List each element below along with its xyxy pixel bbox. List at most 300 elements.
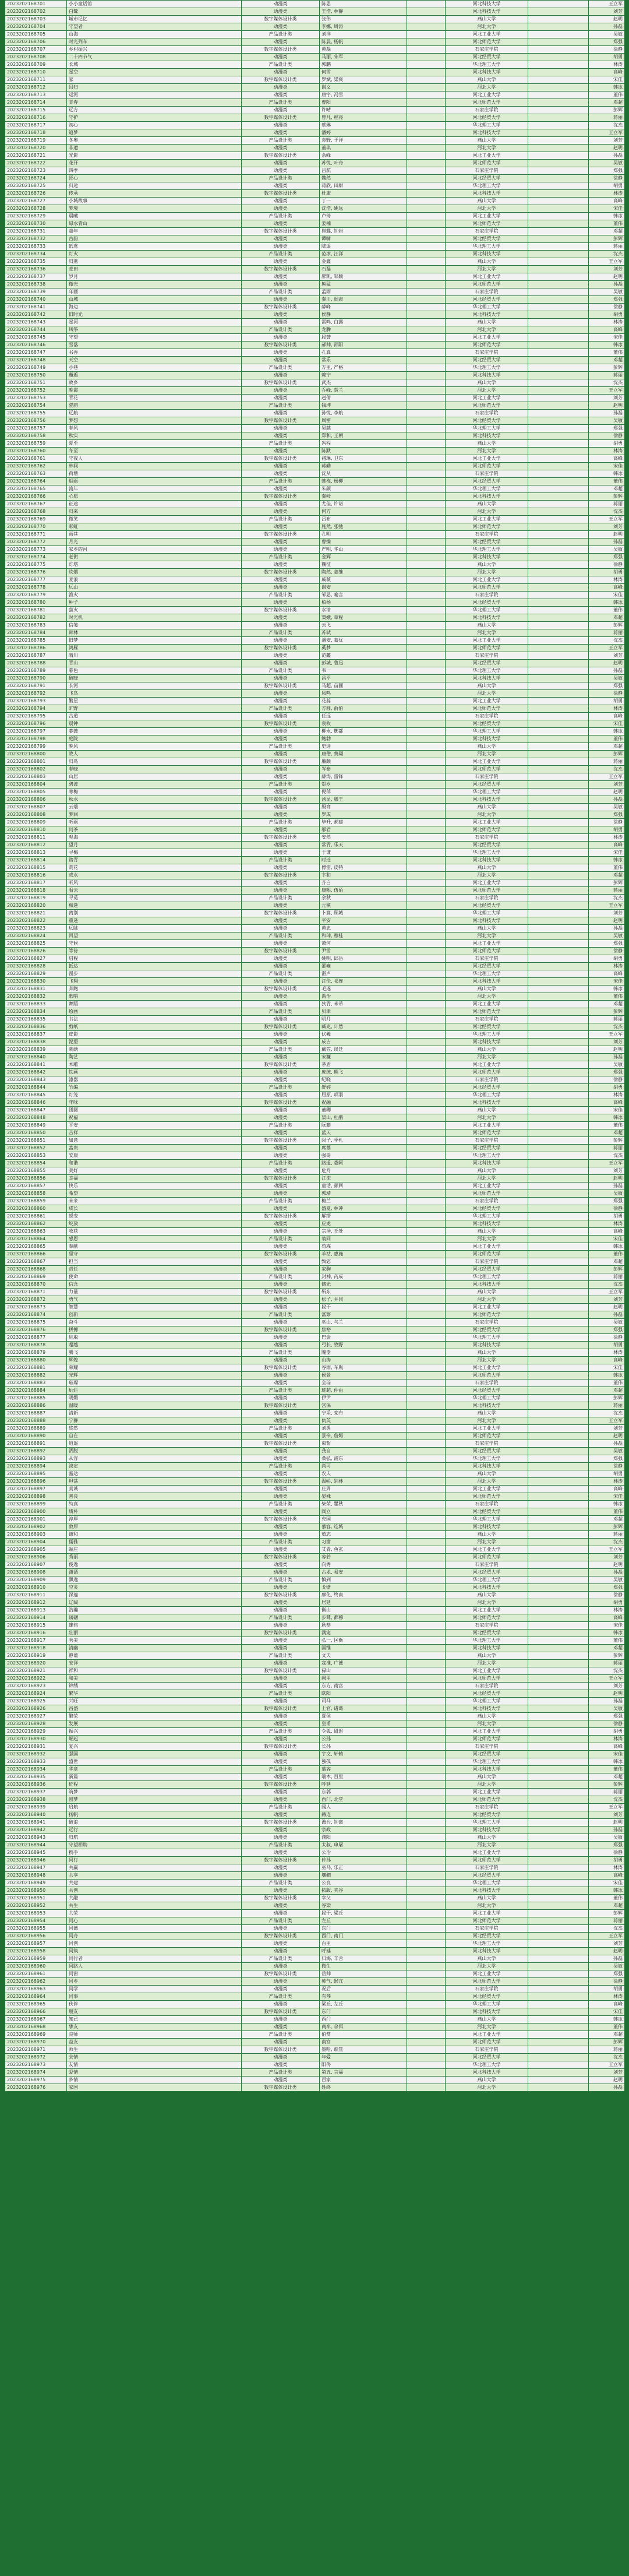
cell-category: 动漫类 (242, 561, 320, 569)
cell-work-title: 质朴 (67, 1508, 242, 1516)
cell-school: 河北师范大学 (446, 1311, 528, 1319)
cell-extra2 (528, 1455, 589, 1463)
table-row (5, 432, 625, 440)
table-row (5, 1773, 625, 1781)
cell-school: 河北工业大学 (446, 1061, 528, 1069)
cell-extra2 (528, 387, 589, 395)
cell-entry-id: 2023202168960 (5, 1963, 67, 1970)
cell-advisor: 吴敏 (589, 1061, 625, 1069)
cell-work-title: 寻梅 (67, 849, 242, 857)
cell-category: 动漫类 (242, 523, 320, 531)
cell-advisor: 沈杰 (589, 1667, 625, 1675)
cell-extra2 (528, 357, 589, 364)
cell-authors: 宋濂 (320, 1054, 407, 1061)
cell-category: 数字媒体设计类 (242, 796, 320, 804)
cell-work-title: 故乡 (67, 379, 242, 387)
cell-category: 数字媒体设计类 (242, 228, 320, 235)
cell-extra2 (528, 273, 589, 281)
cell-advisor: 徐静 (589, 690, 625, 698)
table-row (5, 311, 625, 319)
cell-extra (407, 1948, 446, 1955)
cell-authors: 郝帅, 邵阳 (320, 342, 407, 349)
cell-school: 华北理工大学 (446, 1637, 528, 1645)
table-row (5, 122, 625, 129)
cell-entry-id: 2023202168823 (5, 925, 67, 932)
cell-authors: 倪萍 (320, 789, 407, 796)
cell-extra (407, 160, 446, 167)
cell-advisor: 林涛 (589, 1993, 625, 2001)
cell-entry-id: 2023202168752 (5, 387, 67, 395)
cell-extra2 (528, 1652, 589, 1660)
cell-extra2 (528, 1016, 589, 1023)
cell-school: 河北大学 (446, 1963, 528, 1970)
cell-authors: 柏杨 (320, 599, 407, 607)
table-row (5, 1470, 625, 1478)
cell-category: 产品设计类 (242, 1008, 320, 1016)
cell-extra2 (528, 948, 589, 955)
cell-extra2 (528, 789, 589, 796)
cell-authors: 毕升, 郝建 (320, 819, 407, 826)
cell-category: 产品设计类 (242, 2069, 320, 2077)
cell-entry-id: 2023202168872 (5, 1296, 67, 1304)
cell-work-title: 雪落 (67, 342, 242, 349)
cell-advisor: 胡勇 (589, 54, 625, 61)
cell-extra2 (528, 1667, 589, 1675)
cell-work-title: 青花 (67, 395, 242, 402)
cell-work-title: 风筝 (67, 326, 242, 334)
cell-work-title: 二十四节气 (67, 54, 242, 61)
cell-entry-id: 2023202168958 (5, 1948, 67, 1955)
cell-work-title: 未来 (67, 1198, 242, 1205)
cell-authors: 常乐 (320, 357, 407, 364)
cell-advisor: 高峰 (589, 455, 625, 463)
cell-authors: 西门, 北堂 (320, 1796, 407, 1804)
cell-school: 河北师范大学 (446, 1008, 528, 1016)
cell-authors: 成吉 (320, 1039, 407, 1046)
cell-authors: 左丘 (320, 1917, 407, 1925)
cell-extra2 (528, 182, 589, 190)
cell-extra (407, 1720, 446, 1728)
cell-category: 动漫类 (242, 917, 320, 925)
cell-entry-id: 2023202168923 (5, 1683, 67, 1690)
table-row (5, 743, 625, 751)
cell-extra2 (528, 940, 589, 948)
cell-extra (407, 440, 446, 448)
cell-authors: 容若 (320, 1554, 407, 1561)
cell-advisor: 韩冰 (589, 1501, 625, 1508)
cell-category: 产品设计类 (242, 1652, 320, 1660)
table-row (5, 107, 625, 114)
cell-work-title: 流年 (67, 485, 242, 493)
cell-extra2 (528, 1463, 589, 1470)
cell-category: 动漫类 (242, 1978, 320, 1986)
cell-entry-id: 2023202168841 (5, 1061, 67, 1069)
cell-extra2 (528, 660, 589, 667)
cell-advisor: 韩冰 (589, 213, 625, 220)
cell-category: 数字媒体设计类 (242, 948, 320, 955)
table-row (5, 1016, 625, 1023)
cell-category: 数字媒体设计类 (242, 76, 320, 84)
cell-authors: 沈从 (320, 470, 407, 478)
cell-category: 数字媒体设计类 (242, 720, 320, 728)
cell-extra2 (528, 334, 589, 342)
cell-authors: 褚琳, 卫东 (320, 455, 407, 463)
cell-authors: 公孙 (320, 1736, 407, 1743)
cell-work-title: 悠然 (67, 1425, 242, 1433)
cell-entry-id: 2023202168842 (5, 1069, 67, 1076)
cell-entry-id: 2023202168888 (5, 1417, 67, 1425)
table-row (5, 463, 625, 470)
cell-work-title: 兴旺 (67, 1698, 242, 1705)
cell-category: 动漫类 (242, 1948, 320, 1955)
cell-advisor: 胡勇 (589, 955, 625, 963)
cell-extra (407, 1023, 446, 1031)
cell-entry-id: 2023202168941 (5, 1819, 67, 1827)
cell-authors: 窦娥, 章程 (320, 614, 407, 622)
cell-advisor: 赵明 (589, 1175, 625, 1183)
cell-authors: 龚自 (320, 1448, 407, 1455)
cell-school: 河北大学 (446, 751, 528, 758)
cell-work-title: 良师 (67, 2031, 242, 2039)
cell-advisor: 彭辉 (589, 235, 625, 243)
cell-authors: 万里, 严格 (320, 364, 407, 372)
table-row (5, 645, 625, 652)
cell-school: 河北师范大学 (446, 1796, 528, 1804)
cell-category: 动漫类 (242, 789, 320, 796)
cell-work-title: 潇洒 (67, 1569, 242, 1576)
cell-extra (407, 508, 446, 516)
cell-entry-id: 2023202168936 (5, 1781, 67, 1789)
table-row (5, 872, 625, 879)
cell-school: 河北大学 (446, 205, 528, 213)
cell-advisor: 沈杰 (589, 122, 625, 129)
cell-extra2 (528, 395, 589, 402)
table-row (5, 182, 625, 190)
cell-advisor: 彭辉 (589, 1266, 625, 1273)
cell-category: 动漫类 (242, 804, 320, 811)
cell-entry-id: 2023202168856 (5, 1175, 67, 1183)
cell-advisor: 邓超 (589, 1773, 625, 1781)
cell-entry-id: 2023202168765 (5, 485, 67, 493)
cell-school: 华北理工大学 (446, 1273, 528, 1281)
cell-work-title: 携手 (67, 1849, 242, 1857)
cell-extra (407, 1486, 446, 1493)
cell-work-title: 城市记忆 (67, 16, 242, 23)
table-row (5, 879, 625, 887)
cell-advisor: 王立军 (589, 773, 625, 781)
cell-extra (407, 455, 446, 463)
cell-authors: 靳东 (320, 1289, 407, 1296)
cell-advisor: 胡勇 (589, 182, 625, 190)
cell-entry-id: 2023202168711 (5, 76, 67, 84)
cell-advisor: 韩冰 (589, 599, 625, 607)
cell-school: 河北科技大学 (446, 1281, 528, 1289)
cell-extra2 (528, 1342, 589, 1349)
cell-school: 河北经贸大学 (446, 902, 528, 910)
cell-extra (407, 1978, 446, 1986)
cell-extra2 (528, 1516, 589, 1523)
cell-authors: 储光 (320, 1281, 407, 1289)
cell-entry-id: 2023202168809 (5, 819, 67, 826)
cell-school: 石家庄学院 (446, 410, 528, 417)
cell-advisor: 董伟 (589, 92, 625, 99)
cell-school: 河北师范大学 (446, 38, 528, 46)
cell-school: 河北工业大学 (446, 455, 528, 463)
cell-advisor: 吴敏 (589, 804, 625, 811)
cell-advisor: 刘芳 (589, 781, 625, 789)
cell-entry-id: 2023202168905 (5, 1546, 67, 1554)
cell-extra (407, 1039, 446, 1046)
cell-entry-id: 2023202168797 (5, 728, 67, 736)
cell-extra (407, 61, 446, 69)
cell-category: 动漫类 (242, 1622, 320, 1630)
cell-advisor: 刘芳 (589, 1296, 625, 1304)
table-row (5, 1357, 625, 1364)
cell-extra2 (528, 902, 589, 910)
cell-extra (407, 1554, 446, 1561)
cell-work-title: 故人 (67, 751, 242, 758)
cell-extra2 (528, 1576, 589, 1584)
cell-extra2 (528, 1152, 589, 1160)
cell-extra (407, 849, 446, 857)
cell-extra (407, 1660, 446, 1667)
table-row (5, 932, 625, 940)
table-row (5, 1364, 625, 1372)
cell-school: 河北大学 (446, 23, 528, 31)
cell-entry-id: 2023202168712 (5, 84, 67, 92)
cell-advisor: 韩冰 (589, 470, 625, 478)
cell-extra (407, 167, 446, 175)
cell-extra2 (528, 1690, 589, 1698)
cell-advisor: 吴敏 (589, 1448, 625, 1455)
cell-category: 产品设计类 (242, 1690, 320, 1698)
cell-extra2 (528, 258, 589, 266)
cell-authors: 贝聿 (320, 1008, 407, 1016)
cell-authors: 巴金 (320, 1334, 407, 1342)
cell-extra2 (528, 720, 589, 728)
cell-category: 动漫类 (242, 1342, 320, 1349)
cell-school: 燕山大学 (446, 1713, 528, 1720)
cell-extra (407, 1046, 446, 1054)
cell-work-title: 发展 (67, 1720, 242, 1728)
cell-entry-id: 2023202168964 (5, 1993, 67, 2001)
cell-work-title: 家乡的河 (67, 546, 242, 554)
cell-school: 河北科技大学 (446, 796, 528, 804)
cell-work-title: 崛起 (67, 1736, 242, 1743)
cell-authors: 甄宓 (320, 1258, 407, 1266)
table-row (5, 1183, 625, 1190)
cell-advisor: 徐静 (589, 304, 625, 311)
cell-entry-id: 2023202168830 (5, 978, 67, 986)
cell-extra (407, 296, 446, 304)
cell-entry-id: 2023202168976 (5, 2084, 67, 2092)
cell-entry-id: 2023202168873 (5, 1304, 67, 1311)
cell-work-title: 瓷韵 (67, 402, 242, 410)
cell-work-title: 共建 (67, 1880, 242, 1887)
cell-extra (407, 1372, 446, 1380)
cell-extra (407, 1425, 446, 1433)
cell-school: 华北理工大学 (446, 1880, 528, 1887)
cell-school: 华北理工大学 (446, 1940, 528, 1948)
cell-authors: 家驹 (320, 1266, 407, 1273)
cell-category: 动漫类 (242, 637, 320, 645)
cell-extra2 (528, 1410, 589, 1417)
cell-entry-id: 2023202168898 (5, 1493, 67, 1501)
table-row (5, 1713, 625, 1720)
cell-entry-id: 2023202168837 (5, 1031, 67, 1039)
cell-extra (407, 470, 446, 478)
cell-advisor: 彭辉 (589, 2039, 625, 2046)
cell-entry-id: 2023202168779 (5, 592, 67, 599)
cell-school: 华北理工大学 (446, 1698, 528, 1705)
table-row (5, 478, 625, 485)
cell-work-title: 同事 (67, 1993, 242, 2001)
cell-entry-id: 2023202168706 (5, 38, 67, 46)
cell-extra (407, 1243, 446, 1251)
cell-extra2 (528, 1160, 589, 1167)
cell-advisor: 宋佳 (589, 720, 625, 728)
cell-entry-id: 2023202168836 (5, 1023, 67, 1031)
cell-category: 数字媒体设计类 (242, 1213, 320, 1220)
cell-entry-id: 2023202168778 (5, 584, 67, 592)
cell-entry-id: 2023202168968 (5, 2024, 67, 2031)
table-row (5, 1145, 625, 1152)
cell-advisor: 赵明 (589, 531, 625, 539)
cell-extra (407, 326, 446, 334)
cell-authors: 孔明 (320, 531, 407, 539)
cell-category: 动漫类 (242, 1523, 320, 1531)
cell-authors: 阙里 (320, 1675, 407, 1683)
cell-authors: 姜楠 (320, 220, 407, 228)
cell-authors: 唐僧, 费翔 (320, 751, 407, 758)
cell-school: 河北科技大学 (446, 251, 528, 258)
cell-authors: 安然 (320, 834, 407, 842)
cell-advisor: 徐静 (589, 46, 625, 54)
cell-category: 数字媒体设计类 (242, 1099, 320, 1107)
table-row (5, 1319, 625, 1326)
cell-work-title: 吉祥 (67, 1129, 242, 1137)
cell-extra2 (528, 675, 589, 682)
cell-work-title: 壮丽 (67, 1630, 242, 1637)
cell-authors: 弘一, 匡衡 (320, 1637, 407, 1645)
cell-category: 产品设计类 (242, 1425, 320, 1433)
cell-category: 产品设计类 (242, 1463, 320, 1470)
cell-extra2 (528, 1076, 589, 1084)
cell-entry-id: 2023202168832 (5, 993, 67, 1001)
cell-authors: 盛夏, 林冲 (320, 1205, 407, 1213)
cell-school: 石家庄学院 (446, 1016, 528, 1023)
cell-entry-id: 2023202168812 (5, 842, 67, 849)
cell-extra (407, 1857, 446, 1864)
cell-authors: 焦裕 (320, 1326, 407, 1334)
cell-school: 河北师范大学 (446, 523, 528, 531)
table-row (5, 963, 625, 970)
cell-extra2 (528, 1, 589, 8)
cell-entry-id: 2023202168867 (5, 1258, 67, 1266)
cell-school: 华北理工大学 (446, 1758, 528, 1766)
cell-work-title: 碧波 (67, 781, 242, 789)
table-row (5, 1, 625, 8)
cell-advisor: 林涛 (589, 1478, 625, 1486)
cell-category: 数字媒体设计类 (242, 114, 320, 122)
cell-extra2 (528, 1304, 589, 1311)
cell-school: 河北大学 (446, 1175, 528, 1183)
table-row (5, 857, 625, 864)
cell-category: 动漫类 (242, 1864, 320, 1872)
cell-school: 华北理工大学 (446, 1576, 528, 1584)
cell-extra (407, 205, 446, 213)
cell-authors: 殷商 (320, 804, 407, 811)
table-row (5, 1690, 625, 1698)
cell-category: 动漫类 (242, 1069, 320, 1076)
cell-entry-id: 2023202168813 (5, 849, 67, 857)
cell-work-title: 同德 (67, 1925, 242, 1933)
cell-authors: 宁采, 栾布 (320, 1410, 407, 1417)
cell-school: 华北理工大学 (446, 970, 528, 978)
cell-school: 河北科技大学 (446, 614, 528, 622)
cell-school: 河北师范大学 (446, 1675, 528, 1683)
cell-advisor: 沈杰 (589, 766, 625, 773)
cell-category: 动漫类 (242, 182, 320, 190)
cell-authors: 郭鹏 (320, 61, 407, 69)
cell-category: 动漫类 (242, 675, 320, 682)
cell-category: 产品设计类 (242, 1084, 320, 1092)
cell-advisor: 彭辉 (589, 1395, 625, 1402)
cell-authors: 许晴 (320, 107, 407, 114)
cell-entry-id: 2023202168961 (5, 1970, 67, 1978)
cell-extra (407, 251, 446, 258)
cell-authors: 苏轼 (320, 629, 407, 637)
cell-authors: 柳永, 酆都 (320, 728, 407, 736)
cell-advisor: 王立军 (589, 258, 625, 266)
cell-category: 动漫类 (242, 1001, 320, 1008)
cell-entry-id: 2023202168758 (5, 432, 67, 440)
table-row (5, 1895, 625, 1902)
cell-entry-id: 2023202168967 (5, 2016, 67, 2024)
cell-work-title: 微光 (67, 281, 242, 288)
cell-advisor: 邓超 (589, 1902, 625, 1910)
cell-extra2 (528, 1531, 589, 1539)
cell-extra (407, 546, 446, 554)
cell-authors: 石磊 (320, 266, 407, 273)
cell-work-title: 儒雅 (67, 1539, 242, 1546)
cell-authors: 文天 (320, 1652, 407, 1660)
cell-advisor: 高峰 (589, 198, 625, 205)
cell-school: 华北理工大学 (446, 1152, 528, 1160)
cell-school: 河北科技大学 (446, 1160, 528, 1167)
cell-category: 动漫类 (242, 508, 320, 516)
cell-entry-id: 2023202168741 (5, 304, 67, 311)
table-row (5, 167, 625, 175)
cell-category: 数字媒体设计类 (242, 1251, 320, 1258)
cell-school: 河北工业大学 (446, 152, 528, 160)
cell-extra (407, 872, 446, 879)
cell-entry-id: 2023202168911 (5, 1592, 67, 1599)
cell-category: 产品设计类 (242, 1804, 320, 1811)
cell-entry-id: 2023202168782 (5, 614, 67, 622)
cell-school: 河北经贸大学 (446, 1448, 528, 1455)
cell-authors: 班超, 仲由 (320, 1387, 407, 1395)
cell-authors: 巫马, 乐正 (320, 1864, 407, 1872)
cell-authors: 庞统, 熊飞 (320, 1069, 407, 1076)
cell-entry-id: 2023202168973 (5, 2061, 67, 2069)
cell-authors: 廖凯, 邹颖 (320, 273, 407, 281)
cell-entry-id: 2023202168702 (5, 8, 67, 16)
cell-advisor: 邓超 (589, 614, 625, 622)
cell-school: 石家庄学院 (446, 1380, 528, 1387)
cell-work-title: 朋友 (67, 2008, 242, 2016)
table-row (5, 1281, 625, 1289)
